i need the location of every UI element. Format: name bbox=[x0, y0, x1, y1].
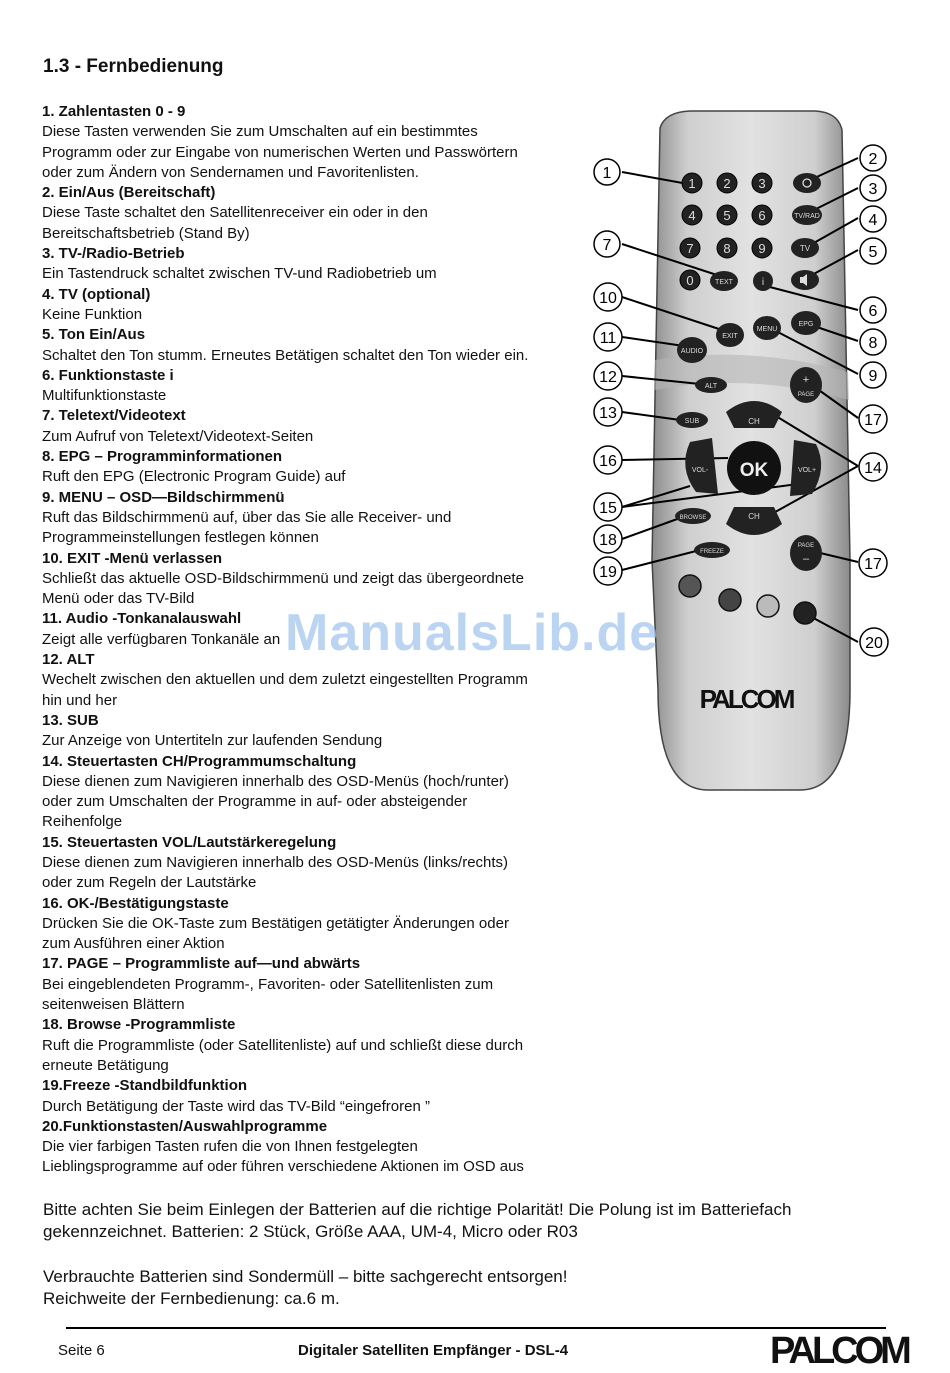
item-text: Diese Tasten verwenden Sie zum Umschalten auf ein bestimmtes Programm oder zur Eingabe von numerischen Werten und Passwörtern oder zum Ändern von Sendernamen und Favoritenlisten. bbox=[42, 123, 518, 181]
callout-17-lower: 17 bbox=[864, 556, 882, 573]
callout-4: 4 bbox=[868, 212, 878, 229]
item-text: Ruft die Programmliste (oder Satellitenliste) auf und schließt diese durch erneute Betätigung bbox=[42, 1036, 524, 1074]
callout-10: 10 bbox=[599, 290, 617, 307]
item-text: Schaltet den Ton stumm. Erneutes Betätigen schaltet den Ton wieder ein. bbox=[42, 346, 529, 364]
callout-11: 11 bbox=[599, 330, 617, 347]
digit-label: 7 bbox=[686, 241, 694, 256]
item-10 bbox=[42, 549, 602, 610]
ok-label: OK bbox=[739, 460, 769, 481]
item-text: Diese Taste schaltet den Satellitenreceiver ein oder in den Bereitschaftsbetrieb (Stand By) bbox=[42, 204, 428, 242]
item-15 bbox=[42, 833, 602, 894]
item-heading: 10. EXIT -Menü verlassen bbox=[42, 549, 223, 567]
battery-polarity-note: Bitte achten Sie beim Einlegen der Batterien auf die richtige Polarität! Die Polung ist im Batteriefach gekennzeichnet. Batterien: 2 Stück, Größe AAA, UM-4, Micro oder R03 bbox=[43, 1200, 792, 1241]
item-heading: 7. Teletext/Videotext bbox=[42, 407, 186, 425]
callout-7: 7 bbox=[602, 237, 612, 254]
item-text: Diese dienen zum Navigieren innerhalb des OSD-Menüs (hoch/runter) oder zum Umschalten der Programme in auf- oder absteigender Reihenfolge bbox=[42, 772, 509, 831]
callout-6: 6 bbox=[868, 303, 878, 320]
item-heading: 20.Funktionstasten/Auswahlprogramme bbox=[42, 1117, 328, 1135]
footer-divider bbox=[66, 1327, 886, 1329]
digit-label: 9 bbox=[758, 241, 766, 256]
item-text: Ein Tastendruck schaltet zwischen TV-und Radiobetrieb um bbox=[42, 265, 437, 283]
item-text: Keine Funktion bbox=[42, 305, 143, 323]
page-plus-label: + bbox=[802, 374, 810, 386]
item-heading: 14. Steuertasten CH/Programmumschaltung bbox=[42, 752, 357, 770]
item-text: Zum Aufruf von Teletext/Videotext-Seiten bbox=[42, 427, 314, 445]
callout-9: 9 bbox=[868, 368, 878, 385]
tv-label: TV bbox=[799, 244, 811, 253]
item-9 bbox=[42, 488, 602, 549]
text-label: TEXT bbox=[715, 279, 733, 286]
epg-label: EPG bbox=[798, 321, 814, 328]
item-8 bbox=[42, 447, 602, 488]
item-heading: 9. MENU – OSD—Bildschirmmenü bbox=[42, 488, 285, 506]
item-heading: 18. Browse -Programmliste bbox=[42, 1016, 236, 1034]
item-text: Durch Betätigung der Taste wird das TV-Bild “eingefroren ” bbox=[42, 1097, 430, 1115]
item-text: Zur Anzeige von Untertiteln zur laufenden Sendung bbox=[42, 732, 383, 750]
item-heading: 11. Audio -Tonkanalauswahl bbox=[42, 610, 242, 628]
item-heading: 2. Ein/Aus (Bereitschaft) bbox=[42, 184, 216, 202]
item-20 bbox=[42, 1117, 602, 1178]
callout-15: 15 bbox=[599, 500, 617, 517]
item-18 bbox=[42, 1015, 602, 1076]
callout-3: 3 bbox=[868, 181, 878, 198]
item-heading: 17. PAGE – Programmliste auf—und abwärts bbox=[42, 955, 361, 973]
remote-brand-logo: PALCOM bbox=[699, 684, 793, 714]
callout-12: 12 bbox=[599, 369, 617, 386]
item-text: Diese dienen zum Navigieren innerhalb des OSD-Menüs (links/rechts) oder zum Regeln der Lautstärke bbox=[42, 853, 509, 892]
item-heading: 4. TV (optional) bbox=[42, 285, 151, 303]
item-heading: 12. ALT bbox=[42, 651, 95, 669]
item-19 bbox=[42, 1076, 602, 1117]
item-heading: 13. SUB bbox=[42, 711, 99, 729]
digit-label: 8 bbox=[723, 241, 731, 256]
battery-notes bbox=[43, 1199, 923, 1310]
footer-brand-logo: PALCOM bbox=[770, 1330, 908, 1372]
sub-label: SUB bbox=[684, 418, 700, 425]
item-text: Multifunktionstaste bbox=[42, 387, 167, 405]
callout-16: 16 bbox=[599, 453, 617, 470]
callout-1: 1 bbox=[602, 165, 612, 182]
remote-control-illustration bbox=[590, 108, 900, 808]
footer-page-number: Seite 6 bbox=[58, 1342, 105, 1359]
callout-8: 8 bbox=[868, 335, 878, 352]
callout-17-upper: 17 bbox=[864, 412, 882, 429]
digit-label: 1 bbox=[688, 176, 696, 191]
exit-label: EXIT bbox=[722, 333, 738, 340]
item-text: Schließt das aktuelle OSD-Bildschirmmenü und zeigt das übergeordnete Menü oder das TV-Bild bbox=[42, 569, 524, 608]
browse-label: BROWSE bbox=[679, 515, 707, 521]
item-text: Ruft das Bildschirmmenü auf, über das Sie alle Receiver- und Programmeinstellungen festlegen können bbox=[42, 508, 452, 547]
item-7 bbox=[42, 406, 602, 447]
color-button-4 bbox=[794, 602, 816, 624]
page-minus-label: – bbox=[802, 553, 810, 565]
audio-label: AUDIO bbox=[680, 348, 704, 355]
item-heading: 5. Ton Ein/Aus bbox=[42, 326, 146, 344]
item-5 bbox=[42, 325, 602, 366]
vol-minus-label: VOL- bbox=[691, 467, 709, 474]
digit-label: 4 bbox=[688, 208, 696, 223]
color-button-1 bbox=[679, 575, 701, 597]
battery-disposal-note: Verbrauchte Batterien sind Sondermüll – bitte sachgerecht entsorgen! Reichweite der Fernbedienung: ca.6 m. bbox=[43, 1267, 568, 1308]
item-heading: 15. Steuertasten VOL/Lautstärkeregelung bbox=[42, 833, 337, 851]
item-6 bbox=[42, 366, 602, 407]
freeze-label: FREEZE bbox=[700, 549, 724, 555]
item-heading: 16. OK-/Bestätigungstaste bbox=[42, 894, 229, 912]
tv-radio-label: TV/RAD bbox=[794, 213, 820, 220]
color-button-3 bbox=[757, 595, 779, 617]
digit-label: 2 bbox=[723, 176, 731, 191]
item-text: Die vier farbigen Tasten rufen die von Ihnen festgelegten Lieblingsprogramme auf oder führen verschiedene Aktionen im OSD aus bbox=[42, 1138, 524, 1176]
item-text: Bei eingeblendeten Programm-, Favoriten- oder Satellitenlisten zum seitenweisen Blättern bbox=[42, 975, 494, 1014]
info-label: i bbox=[761, 277, 765, 288]
item-text: Drücken Sie die OK-Taste zum Bestätigen getätigter Änderungen oder zum Ausführen einer Aktion bbox=[42, 914, 509, 953]
callout-20: 20 bbox=[865, 635, 883, 652]
callout-5: 5 bbox=[868, 244, 878, 261]
item-heading: 8. EPG – Programminformationen bbox=[42, 448, 283, 466]
callout-13: 13 bbox=[599, 405, 617, 422]
item-text: Wechelt zwischen den aktuellen und dem zuletzt eingestellten Programm hin und her bbox=[42, 671, 528, 709]
item-2 bbox=[42, 183, 602, 244]
ch-up-label: CH bbox=[748, 417, 760, 426]
ch-down-label: CH bbox=[748, 512, 760, 521]
item-heading: 6. Funktionstaste i bbox=[42, 366, 174, 384]
page-up-label: PAGE bbox=[797, 392, 815, 398]
menu-label: MENU bbox=[756, 326, 778, 333]
item-4 bbox=[42, 285, 602, 326]
digit-label: 0 bbox=[686, 273, 694, 288]
item-heading: 19.Freeze -Standbildfunktion bbox=[42, 1077, 248, 1095]
footer-document-title: Digitaler Satelliten Empfänger - DSL-4 bbox=[298, 1342, 569, 1359]
item-heading: 1. Zahlentasten 0 - 9 bbox=[42, 103, 186, 120]
item-13 bbox=[42, 711, 602, 752]
item-text: Zeigt alle verfügbaren Tonkanäle an bbox=[42, 630, 281, 648]
vol-plus-label: VOL+ bbox=[797, 467, 817, 474]
item-heading: 3. TV-/Radio-Betrieb bbox=[42, 245, 185, 263]
callout-19: 19 bbox=[599, 564, 617, 581]
page-down-label: PAGE bbox=[797, 543, 815, 549]
digit-label: 6 bbox=[758, 208, 766, 223]
callout-2: 2 bbox=[868, 151, 878, 168]
callout-18: 18 bbox=[599, 532, 617, 549]
power-button bbox=[793, 173, 821, 193]
item-3 bbox=[42, 244, 602, 285]
item-16 bbox=[42, 894, 602, 955]
item-text: Ruft den EPG (Electronic Program Guide) auf bbox=[42, 468, 346, 486]
item-1 bbox=[42, 102, 602, 183]
page-title: 1.3 - Fernbedienung bbox=[43, 56, 224, 77]
alt-label: ALT bbox=[704, 383, 718, 390]
callout-14: 14 bbox=[864, 460, 882, 477]
digit-label: 5 bbox=[723, 208, 731, 223]
watermark: ManualsLib.de bbox=[285, 604, 660, 662]
item-17 bbox=[42, 954, 602, 1015]
digit-label: 3 bbox=[758, 176, 766, 191]
color-button-2 bbox=[719, 589, 741, 611]
item-14 bbox=[42, 752, 602, 833]
